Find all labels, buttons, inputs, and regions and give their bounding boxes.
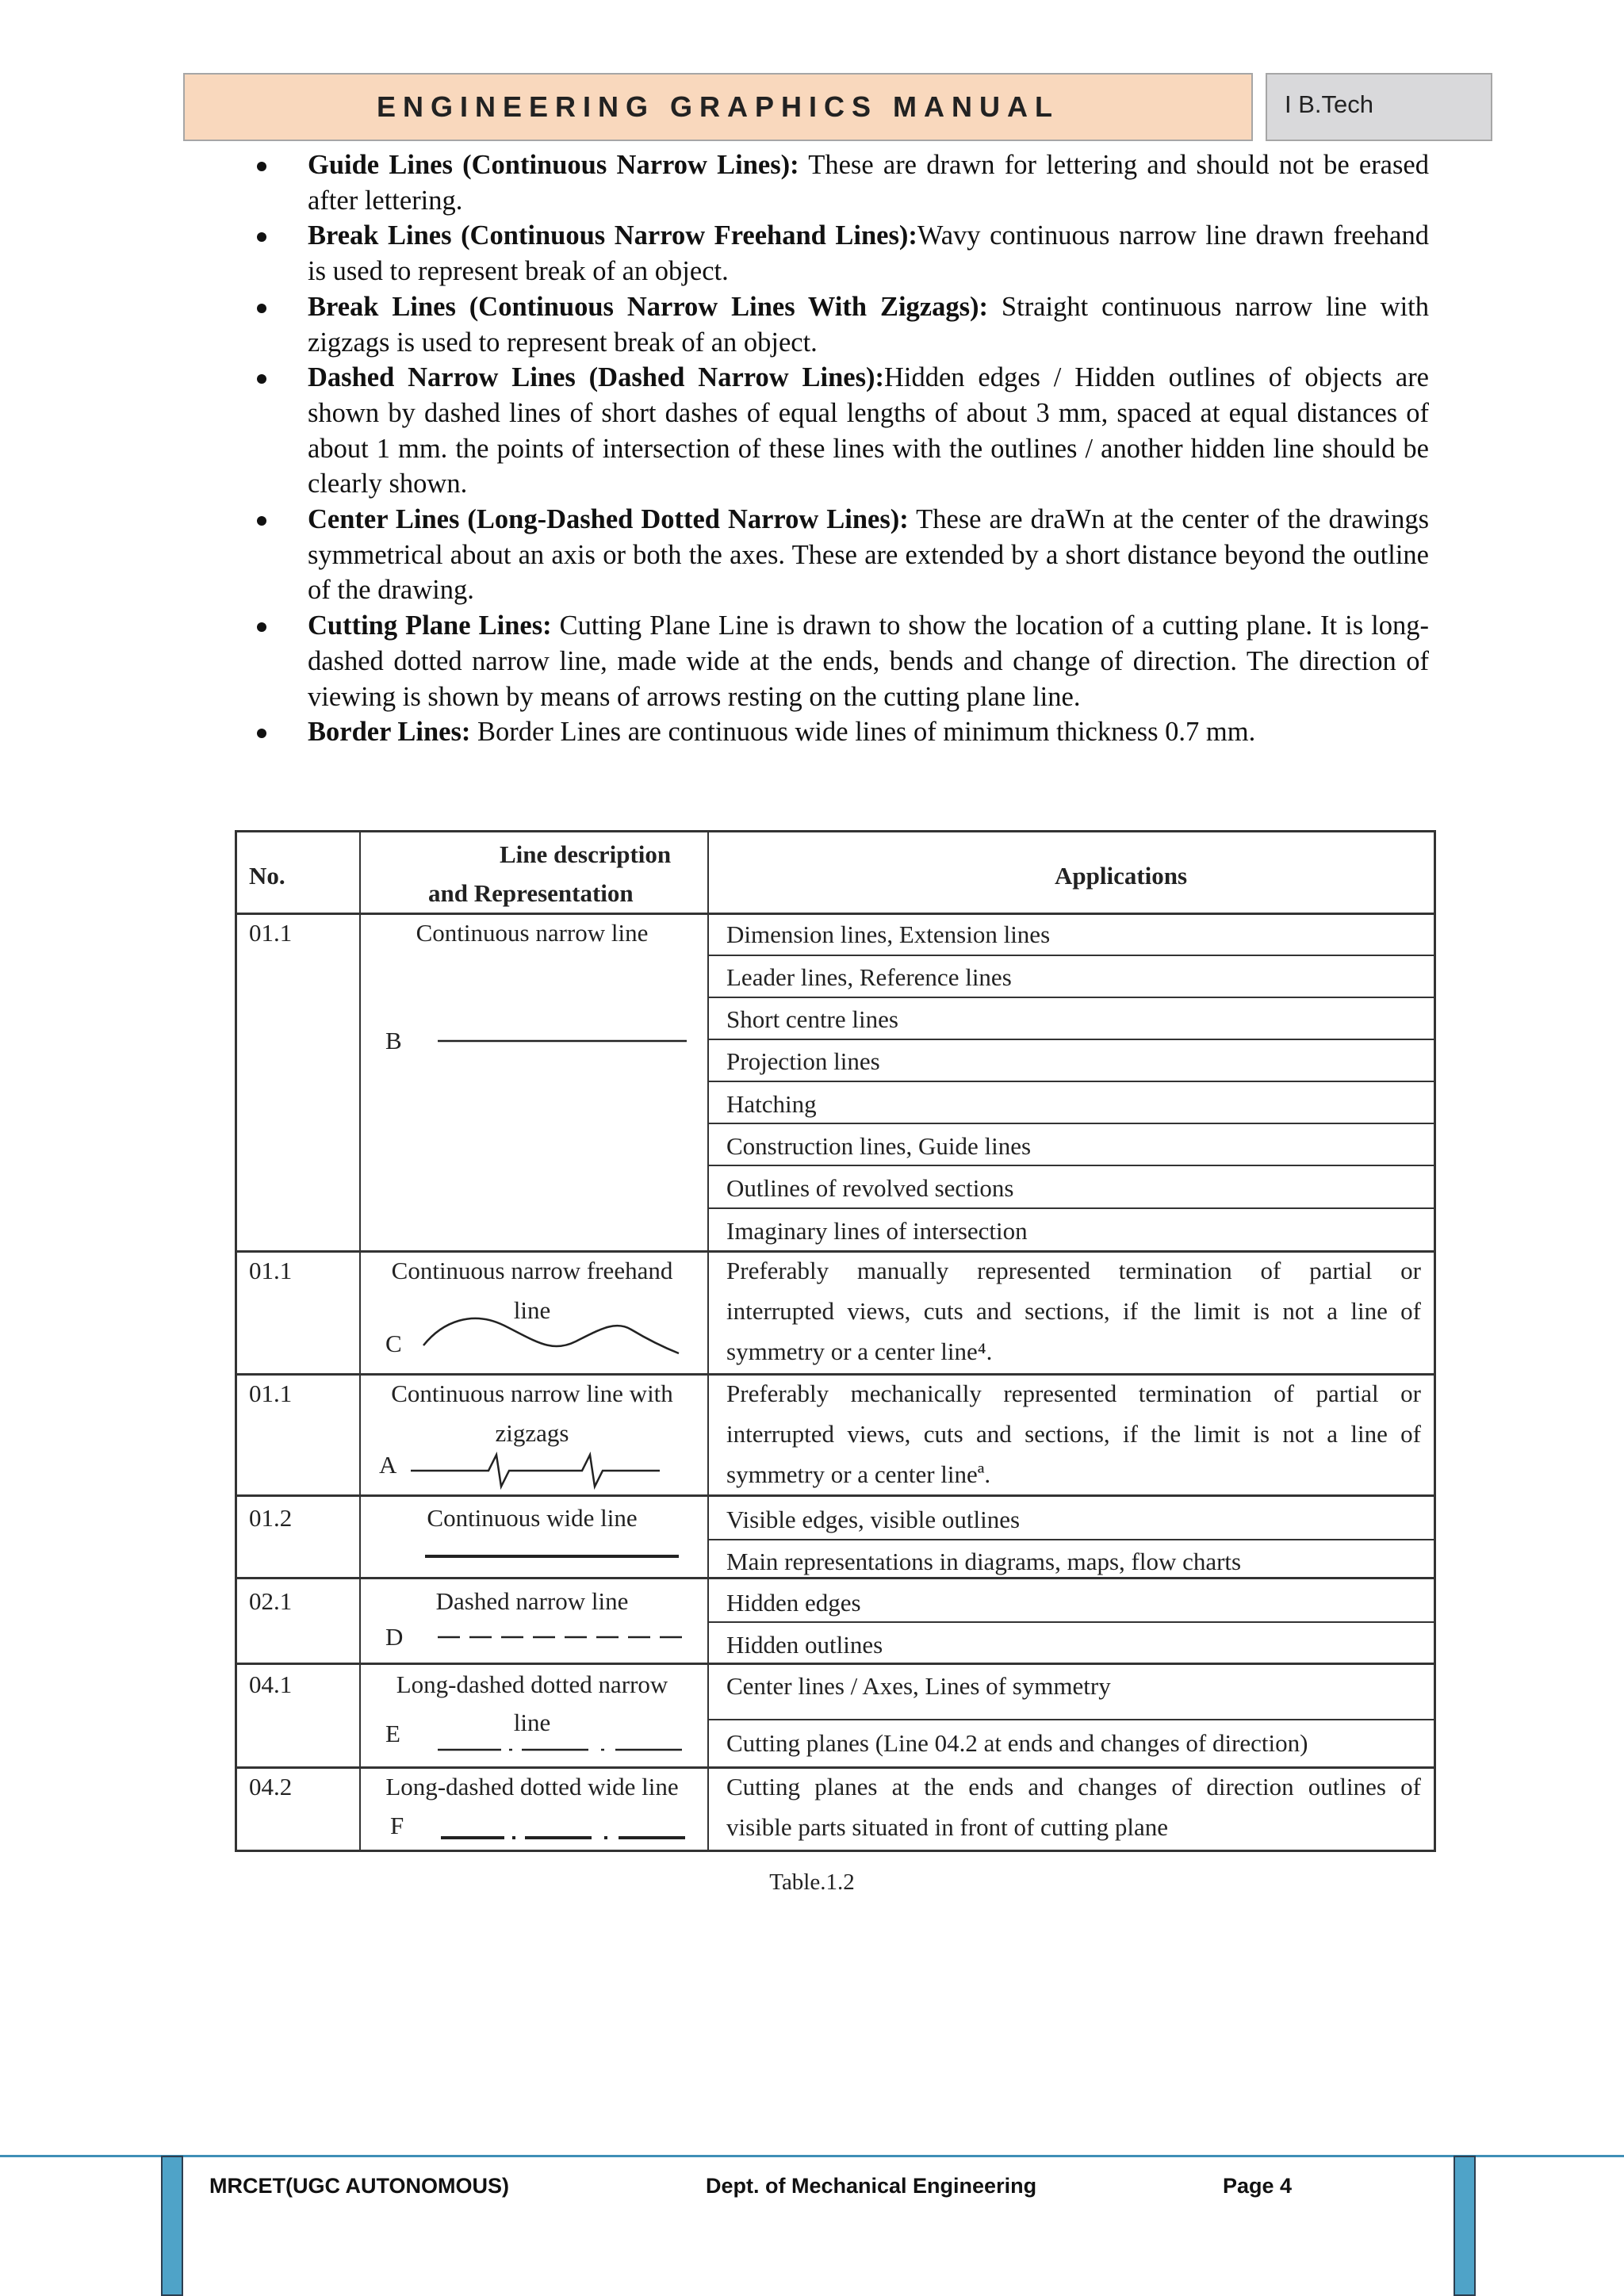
bullet-term: Cutting Plane Lines: [308,610,552,641]
footer-rule [0,2155,1624,2157]
application-text: Leader lines, Reference lines [726,963,1012,991]
line-description: Continuous narrow line with [391,1380,673,1407]
list-item [246,714,1429,750]
application-text: visible parts situated in front of cutting plane [726,1813,1169,1841]
row-separator [235,1373,1436,1376]
application-text: Outlines of revolved sections [726,1174,1014,1202]
column-separator [359,830,361,1851]
bullet-term: Break Lines (Continuous Narrow Lines With Zigzags): [308,291,989,322]
bullet-term: Border Lines: [308,717,471,748]
application-text: Imaginary lines of intersection [726,1217,1028,1245]
row-number: 01.2 [249,1504,293,1532]
application-separator [707,997,1436,998]
line-description: line [513,1709,551,1736]
table-header-no: No. [249,862,285,890]
application-text: Cutting planes (Line 04.2 at ends and changes of direction) [726,1729,1308,1757]
line-code-label: D [385,1623,404,1651]
course-label: I B.Tech [1285,90,1373,118]
bullet-icon [257,232,266,242]
column-separator [707,830,709,1851]
bullet-term: Center Lines (Long-Dashed Dotted Narrow Lines): [308,504,909,535]
line-types-list [246,147,1429,750]
header-separator [235,913,1436,915]
line-code-label: B [385,1027,402,1054]
list-item [246,289,1429,360]
application-text: Visible edges, visible outlines [726,1506,1021,1533]
bullet-icon [257,374,266,384]
table-caption: Table.1.2 [769,1869,855,1895]
bullet-icon [257,622,266,632]
table-border-left [235,830,237,1851]
line-code-label: F [390,1812,404,1839]
table-border-top [235,830,1436,832]
row-number: 02.1 [249,1587,293,1615]
application-separator [707,1165,1436,1166]
application-separator [707,1123,1436,1124]
line-description: Long-dashed dotted wide line [385,1773,679,1800]
line-description: line [513,1296,551,1324]
bullet-icon [257,729,266,738]
line-description: Continuous narrow freehand [391,1257,673,1284]
application-separator [707,1539,1436,1540]
bullet-text: Hidden edges / Hidden outlines of objects are shown by dashed lines of short dashes of equal lengths of about 3 mm, spaced at equal distances of about 1 mm. the points of intersection of these lines with the outlines / another hidden line should be clearly shown. [308,362,1429,499]
bullet-term: Dashed Narrow Lines (Dashed Narrow Lines): [308,362,884,393]
row-number: 04.1 [249,1670,293,1698]
line-samples [235,830,1436,1851]
bullet-text: These are drawn for lettering and should not be erased after lettering. [308,150,1429,216]
line-description: zigzags [495,1419,569,1447]
list-item [246,147,1429,218]
bullet-term: Guide Lines (Continuous Narrow Lines): [308,150,799,180]
application-text: interrupted views, cuts and sections, if the limit is not a line of [726,1297,1421,1325]
application-text: Short centre lines [726,1005,898,1033]
application-text: Projection lines [726,1047,880,1075]
bullet-text: These are draWn at the center of the drawings symmetrical about an axis or both the axes. These are extended by a short distance beyond the outline of the drawing. [308,504,1429,606]
application-text: Center lines / Axes, Lines of symmetry [726,1672,1111,1700]
table-border-bottom [235,1850,1436,1852]
row-separator [235,1494,1436,1497]
line-description: Long-dashed dotted narrow [396,1670,668,1698]
row-separator [235,1766,1436,1769]
bullet-icon [257,162,266,171]
line-code-label: E [385,1720,400,1747]
application-separator [707,1081,1436,1082]
manual-title: ENGINEERING GRAPHICS MANUAL [376,90,1060,123]
application-text: Construction lines, Guide lines [726,1132,1032,1160]
application-text: Main representations in diagrams, maps, flow charts [726,1548,1242,1575]
line-description: Dashed narrow line [435,1587,629,1615]
application-separator [707,1719,1436,1720]
freehand-line-sample [423,1318,679,1353]
application-text: Preferably mechanically represented termination of partial or [726,1380,1421,1407]
bullet-icon [257,516,266,526]
row-separator [235,1663,1436,1665]
application-text: symmetry or a center line⁴. [726,1337,993,1365]
bullet-text: Straight continuous narrow line with zigzags is used to represent break of an object. [308,291,1429,358]
table-header-applications: Applications [1055,862,1188,890]
table-header-desc-line1: Line description [500,840,672,868]
row-number: 01.1 [249,1257,293,1284]
footer-institution: MRCET(UGC AUTONOMOUS) [209,2174,509,2198]
footer-department: Dept. of Mechanical Engineering [706,2174,1037,2198]
footer-page-number: Page 4 [1223,2174,1293,2198]
bullet-text: Cutting Plane Line is drawn to show the location of a cutting plane. It is long-dashed dotted narrow line, made wide at the ends, bends and change of direction. The direction of viewing is shown by means of arrows resting on the cutting plane line. [308,610,1429,712]
application-text: Hidden outlines [726,1631,883,1659]
application-text: symmetry or a center lineª. [726,1460,991,1488]
footer-left-bar [161,2156,183,2296]
bullet-term: Break Lines (Continuous Narrow Freehand Lines): [308,220,917,251]
bullet-icon [257,304,266,313]
footer-right-bar [1454,2156,1476,2296]
row-number: 01.1 [249,919,293,947]
application-separator [707,955,1436,956]
line-types-table [235,830,1436,1851]
line-description: Continuous wide line [427,1504,638,1532]
line-code-label: C [385,1330,402,1357]
application-text: Preferably manually represented termination of partial or [726,1257,1421,1284]
zigzag-line-sample [411,1455,660,1487]
bullet-text: Wavy continuous narrow line drawn freehand is used to represent break of an object. [308,220,1429,287]
line-code-label: A [379,1451,397,1479]
list-item [246,218,1429,289]
list-item [246,502,1429,608]
application-separator [707,1039,1436,1040]
application-text: Cutting planes at the ends and changes of direction outlines of [726,1773,1421,1800]
row-separator [235,1250,1436,1253]
header-title-box [183,73,1253,141]
application-text: Hatching [726,1090,817,1118]
line-description: Continuous narrow line [416,919,649,947]
application-text: interrupted views, cuts and sections, if the limit is not a line of [726,1420,1421,1448]
application-separator [707,1621,1436,1623]
table-border-right [1434,830,1436,1851]
row-number: 01.1 [249,1380,293,1407]
list-item [246,360,1429,502]
list-item [246,608,1429,714]
application-text: Dimension lines, Extension lines [726,920,1051,948]
application-text: Hidden edges [726,1589,861,1617]
bullet-text: Border Lines are continuous wide lines of minimum thickness 0.7 mm. [470,717,1256,748]
application-separator [707,1207,1436,1209]
table-header-desc-line2: and Representation [428,879,634,907]
row-number: 04.2 [249,1773,293,1800]
row-separator [235,1577,1436,1579]
header-course-box [1266,73,1492,141]
